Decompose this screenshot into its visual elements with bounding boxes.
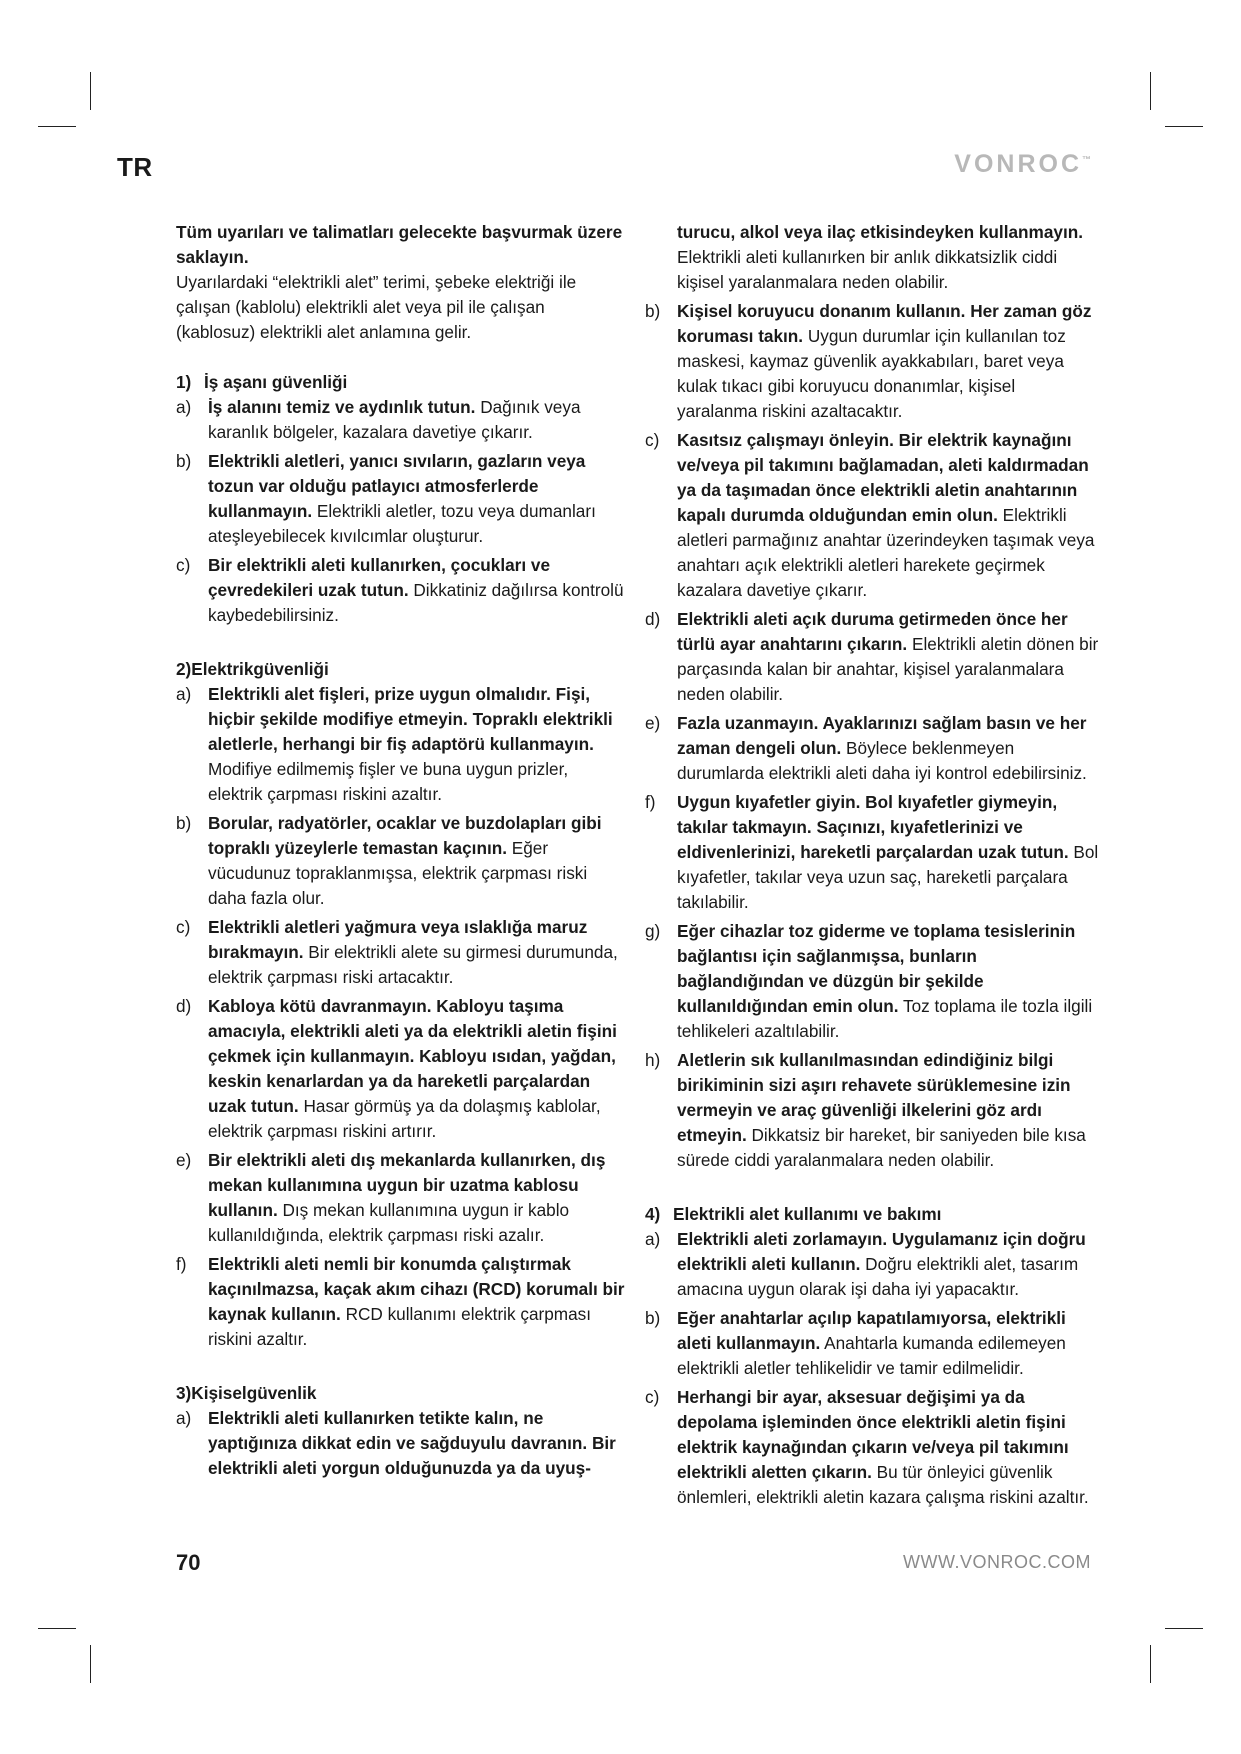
- left-column: [176, 220, 626, 1485]
- list-item: [645, 919, 1100, 1044]
- list-item: [176, 553, 626, 628]
- list-item: [176, 449, 626, 549]
- right-column: [645, 220, 1100, 1514]
- item-text: [208, 1254, 625, 1349]
- intro-bold: Tüm uyarıları ve talimatları gelecekte başvurmak üzere saklayın.: [176, 222, 623, 267]
- crop-mark: [1165, 1628, 1203, 1629]
- item-text: [677, 1387, 1089, 1507]
- item-bold-text: Aletlerin sık kullanılmasından edindiğiniz bilgi birikiminin sizi aşırı rehavete sürüklemesine izin vermeyin ve araç güvenliği ilkelerini göz ardı etmeyin.: [677, 1050, 1071, 1145]
- item-bold-text: Elektrikli aleti açık duruma getirmeden önce her türlü ayar anahtarını çıkarın.: [677, 609, 1068, 654]
- list-item: [645, 1227, 1100, 1302]
- list-item: [176, 994, 626, 1144]
- item-bold-text: Kabloya kötü davranmayın. Kabloyu taşıma amacıyla, elektrikli aleti ya da elektrikli aletin fişini çekmek için kullanmayın. Kabloyu ısıdan, yağdan, keskin kenarlardan ya da hareketli parçalardan uzak tutun.: [208, 996, 617, 1116]
- item-body-text: Doğru elektrikli alet, tasarım amacına uygun olarak işi daha iyi yapacaktır.: [677, 1254, 1079, 1299]
- page-number: 70: [176, 1550, 201, 1575]
- continuation-bold: turucu, alkol veya ilaç etkisindeyken kullanmayın.: [677, 222, 1083, 242]
- item-letter: b): [645, 301, 661, 321]
- section-1-list: [176, 395, 626, 628]
- list-item: [645, 1306, 1100, 1381]
- item-text: [208, 684, 613, 804]
- item-letter: f): [176, 1254, 187, 1274]
- crop-mark: [1150, 1645, 1151, 1683]
- item-letter: d): [176, 996, 192, 1016]
- item-body-text: Bol kıyafetler, takılar veya uzun saç, hareketli parçalara takılabilir.: [677, 842, 1099, 912]
- item-letter: b): [176, 451, 192, 471]
- list-item: [176, 811, 626, 911]
- list-item: [645, 428, 1100, 603]
- item-letter: b): [645, 1308, 661, 1328]
- item-bold-text: Bir elektrikli aleti kullanırken, çocukları ve çevredekileri uzak tutun.: [208, 555, 551, 600]
- item-letter: c): [176, 917, 191, 937]
- item-text: [208, 1150, 605, 1245]
- item-letter: c): [645, 1387, 660, 1407]
- item-bold-text: Elektrikli aleti zorlamayın. Uygulamanız için doğru elektrikli aleti kullanın.: [677, 1229, 1086, 1274]
- item-bold-text: Eğer anahtarlar açılıp kapatılamıyorsa, elektrikli aleti kullanmayın.: [677, 1308, 1066, 1353]
- item-text: [677, 1229, 1086, 1299]
- item-body-text: Anahtarla kumanda edilemeyen elektrikli aletler tehlikelidir ve tamir edilmelidir.: [677, 1333, 1066, 1378]
- item-body-text: Bu tür önleyici güvenlik önlemleri, elektrikli aletin kazara çalışma riskini azaltır.: [677, 1462, 1089, 1507]
- item-letter: h): [645, 1050, 661, 1070]
- item-body-text: Uygun durumlar için kullanılan toz maskesi, kaymaz güvenlik ayakkabıları, baret veya kulak tıkacı gibi koruyucu donanımlar, kişisel yaralanma riskini azaltacaktır.: [677, 326, 1066, 421]
- item-text: [677, 713, 1087, 783]
- section-4-heading: [645, 1202, 1100, 1227]
- list-item: [645, 1385, 1100, 1510]
- brand-name: VONROC: [954, 150, 1082, 178]
- item-text: [677, 921, 1092, 1041]
- crop-mark: [38, 1628, 76, 1629]
- item-text: [677, 609, 1098, 704]
- item-letter: c): [176, 555, 191, 575]
- item-text: [677, 1050, 1086, 1170]
- list-item: [176, 1148, 626, 1248]
- item-text: [677, 301, 1092, 421]
- item-letter: e): [645, 713, 661, 733]
- item-body-text: Eğer vücudunuz topraklanmışsa, elektrik çarpması riski daha fazla olur.: [208, 838, 588, 908]
- item-bold-text: Elektrikli alet fişleri, prize uygun olmalıdır. Fişi, hiçbir şekilde modifiye etmeyin. Topraklı elektrikli aletlerle, herhangi bir fiş adaptörü kullanmayın.: [208, 684, 613, 754]
- item-text: [208, 996, 617, 1141]
- item-bold-text: Elektrikli aleti nemli bir konumda çalıştırmak kaçınılmazsa, kaçak akım cihazı (RCD) korumalı bir kaynak kullanın.: [208, 1254, 625, 1324]
- item-bold-text: Elektrikli aleti kullanırken tetikte kalın, ne yaptığınıza dikkat edin ve sağduyulu davranın. Bir elektrikli aleti yorgun olduğunuzda ya da uyuş-: [208, 1408, 616, 1478]
- brand-trademark: ™: [1082, 154, 1091, 165]
- item-letter: a): [645, 1229, 661, 1249]
- item-text: [677, 430, 1095, 600]
- section-3-list: [176, 1406, 626, 1481]
- item-letter: g): [645, 921, 661, 941]
- item-text: [208, 451, 596, 546]
- item-text: [677, 792, 1098, 912]
- list-item: [645, 607, 1100, 707]
- item-bold-text: Elektrikli aletleri, yanıcı sıvıların, gazların veya tozun var olduğu patlayıcı atmosferlerde kullanmayın.: [208, 451, 586, 521]
- website-url: WWW.VONROC.COM: [903, 1552, 1091, 1572]
- section-4-title: Elektrikli alet kullanımı ve bakımı: [673, 1204, 942, 1224]
- item-text: [208, 397, 581, 442]
- section-4-number: 4): [645, 1204, 661, 1224]
- crop-mark: [90, 72, 91, 110]
- item-bold-text: Kasıtsız çalışmayı önleyin. Bir elektrik kaynağını ve/veya pil takımını bağlamadan, aleti kaldırmadan ya da taşımadan önce elektrikli aletin anahtarının kapalı durumda olduğundan emin olun.: [677, 430, 1089, 525]
- item-bold-text: Fazla uzanmayın. Ayaklarınızı sağlam basın ve her zaman dengeli olun.: [677, 713, 1087, 758]
- section-3-list-continued: [645, 299, 1100, 1173]
- item-text: [677, 1308, 1066, 1378]
- item-letter: e): [176, 1150, 192, 1170]
- crop-mark: [1150, 72, 1151, 110]
- item-letter: f): [645, 792, 656, 812]
- item-bold-text: Kişisel koruyucu donanım kullanın. Her zaman göz koruması takın.: [677, 301, 1092, 346]
- item-letter: a): [176, 1408, 192, 1428]
- item-bold-text: Uygun kıyafetler giyin. Bol kıyafetler giymeyin, takılar takmayın. Saçınızı, kıyafetlerinizi ve eldivenlerinizi, hareketli parçalardan uzak tutun.: [677, 792, 1069, 862]
- crop-mark: [90, 1645, 91, 1683]
- item-body-text: Elektrikli aletler, tozu veya dumanları ateşleyebilecek kıvılcımlar oluşturur.: [208, 501, 596, 546]
- item-bold-text: Bir elektrikli aleti dış mekanlarda kullanırken, dış mekan kullanımına uygun bir uzatma kablosu kullanın.: [208, 1150, 606, 1220]
- section-2-list: [176, 682, 626, 1352]
- list-item: [176, 1406, 626, 1481]
- list-item: [176, 915, 626, 990]
- item-body-text: Modifiye edilmemiş fişler ve buna uygun prizler, elektrik çarpması riskini azaltır.: [208, 759, 569, 804]
- list-item: [176, 682, 626, 807]
- item-bold-text: Borular, radyatörler, ocaklar ve buzdolapları gibi topraklı yüzeylerle temastan kaçının.: [208, 813, 602, 858]
- item-text: [208, 555, 624, 625]
- item-body-text: RCD kullanımı elektrik çarpması riskini azaltır.: [208, 1304, 592, 1349]
- item-letter: c): [645, 430, 660, 450]
- section-1-title: İş aşanı güvenliği: [204, 372, 348, 392]
- item-letter: d): [645, 609, 661, 629]
- item-body-text: Toz toplama ile tozla ilgili tehlikeleri azaltılabilir.: [677, 996, 1093, 1041]
- item-text: [208, 813, 602, 908]
- item-body-text: Böylece beklenmeyen durumlarda elektrikli aleti daha iyi kontrol edebilirsiniz.: [677, 738, 1087, 783]
- item-body-text: Dikkatiniz dağılırsa kontrolü kaybedebilirsiniz.: [208, 580, 624, 625]
- item-body-text: Hasar görmüş ya da dolaşmış kablolar, elektrik çarpması riskini artırır.: [208, 1096, 601, 1141]
- item-bold-text: Eğer cihazlar toz giderme ve toplama tesislerinin bağlantısı için sağlanmışsa, bunların bağlandığından ve düzgün bir şekilde kullanıldığından emin olun.: [677, 921, 1076, 1016]
- section-2-heading: 2)Elektrikgüvenliği: [176, 659, 329, 679]
- brand-logo: [954, 150, 1091, 179]
- list-item: [645, 711, 1100, 786]
- item-letter: a): [176, 684, 192, 704]
- intro-text: Uyarılardaki “elektrikli alet” terimi, şebeke elektriği ile çalışan (kablolu) elektrikli alet veya pil ile çalışan (kablosuz) elektrikli alet anlamına gelir.: [176, 272, 577, 342]
- item-body-text: Elektrikli aletleri parmağınız anahtar üzerindeyken taşımak veya anahtarı açık elektrikli aletleri harekete geçirmek kazalara davetiye çıkarır.: [677, 505, 1095, 600]
- item-body-text: Elektrikli aletin dönen bir parçasında kalan bir anahtar, kişisel yaralanmalara neden olabilir.: [677, 634, 1099, 704]
- list-item: [645, 299, 1100, 424]
- item-body-text: Dağınık veya karanlık bölgeler, kazalara davetiye çıkarır.: [208, 397, 581, 442]
- item-bold-text: Elektrikli aletleri yağmura veya ıslaklığa maruz bırakmayın.: [208, 917, 588, 962]
- item-bold-text: İş alanını temiz ve aydınlık tutun.: [208, 397, 476, 417]
- language-code: TR: [117, 152, 153, 182]
- item-body-text: Dış mekan kullanımına uygun ir kablo kullanıldığında, elektrik çarpması riski azalır.: [208, 1200, 570, 1245]
- list-item: [645, 1048, 1100, 1173]
- crop-mark: [1165, 126, 1203, 127]
- item-letter: a): [176, 397, 192, 417]
- item-body-text: Dikkatsiz bir hareket, bir saniyeden bile kısa sürede ciddi yaralanmalara neden olabilir.: [677, 1125, 1086, 1170]
- item-bold-text: Herhangi bir ayar, aksesuar değişimi ya da depolama işleminden önce elektrikli aletin fişini elektrik kaynağından çıkarın ve/veya pil takımını elektrikli aletten çıkarın.: [677, 1387, 1069, 1482]
- section-1-heading: [176, 370, 626, 395]
- section-1-number: 1): [176, 372, 192, 392]
- list-item: [176, 1252, 626, 1352]
- crop-mark: [38, 126, 76, 127]
- item-letter: b): [176, 813, 192, 833]
- item-text: [208, 1408, 616, 1478]
- list-item: [176, 395, 626, 445]
- continuation-paragraph: [645, 220, 1100, 295]
- section-4-list: [645, 1227, 1100, 1510]
- continuation-text: Elektrikli aleti kullanırken bir anlık dikkatsizlik ciddi kişisel yaralanmalara neden olabilir.: [677, 247, 1058, 292]
- item-body-text: Bir elektrikli alete su girmesi durumunda, elektrik çarpması riski artacaktır.: [208, 942, 618, 987]
- intro-paragraph: [176, 220, 626, 345]
- section-3-heading: 3)Kişiselgüvenlik: [176, 1383, 317, 1403]
- item-text: [208, 917, 618, 987]
- list-item: [645, 790, 1100, 915]
